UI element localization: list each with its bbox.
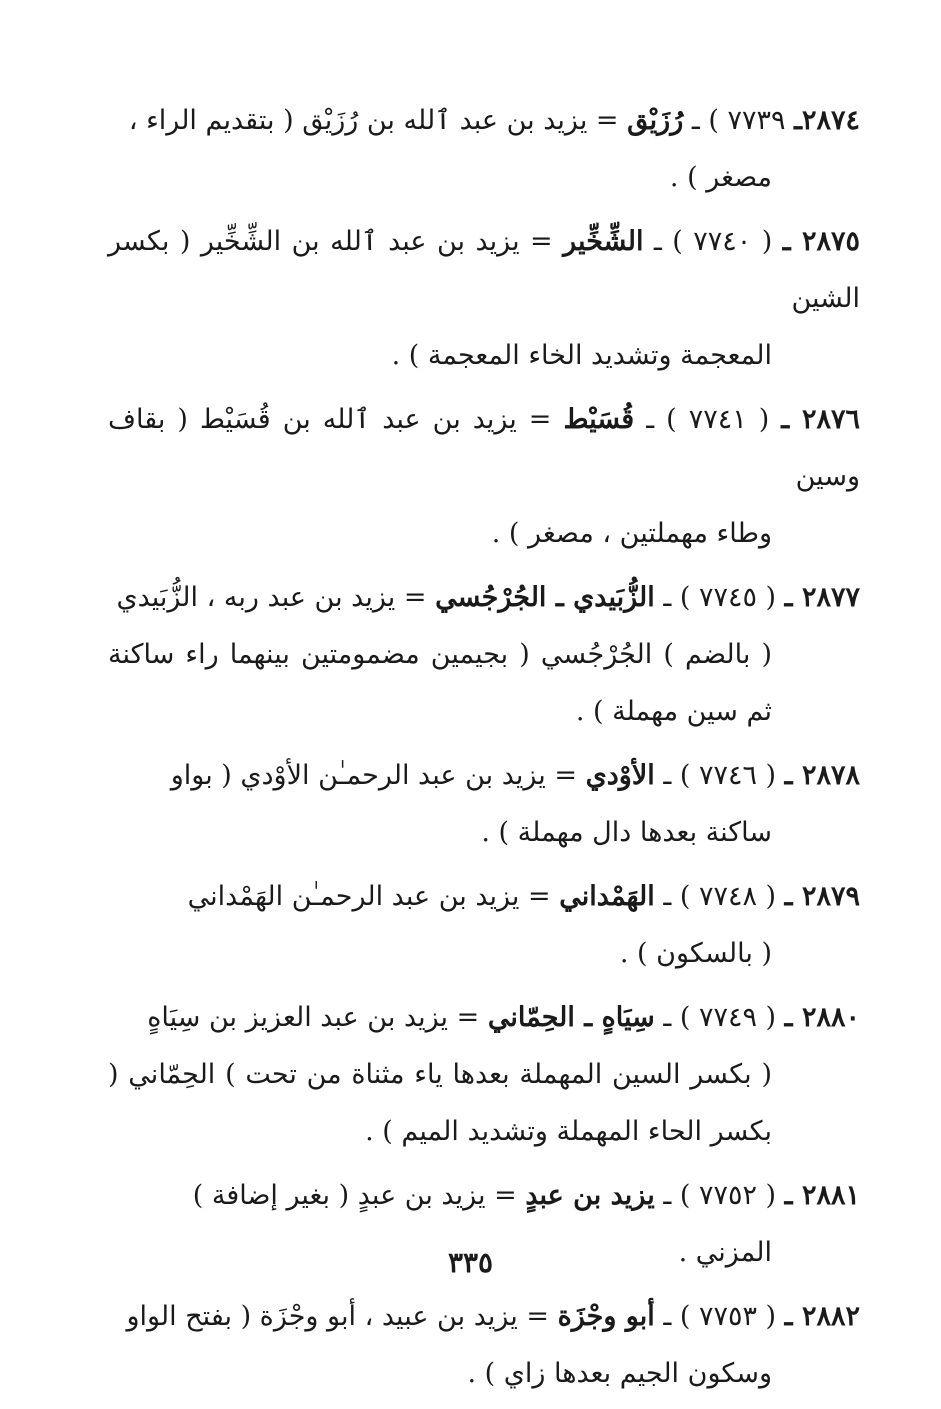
entry-body: = يزيد بن عبد الرحمـٰن الهَمْداني bbox=[187, 881, 551, 912]
entry-continuation: مصغر ) . bbox=[669, 162, 772, 193]
entry-number: ٢٨٧٥ ـ bbox=[782, 226, 860, 257]
entry-title: الشِّخِّير bbox=[563, 226, 644, 257]
entry: ٢٨٧٥ ـ ( ٧٧٤٠ ) ـ الشِّخِّير = يزيد بن عبد ٱلله بن الشِّخِّير ( بكسر الشين المعجمة وتشديد الخاء المعجمة ) . bbox=[108, 213, 860, 384]
entry-ref: ( ٧٧٤٥ ) bbox=[679, 582, 777, 613]
entry: ٢٨٨٢ ـ ( ٧٧٥٣ ) ـ أبو وجْزَة = يزيد بن عبيد ، أبو وجْزَة ( بفتح الواو وسكون الجيم بعدها زاي ) . bbox=[108, 1288, 860, 1402]
entry-title: الزُّبَيدي ـ الجُرْجُسي bbox=[435, 582, 655, 613]
entry-continuation: ( بكسر السين المهملة بعدها ياء مثناة من تحت ) الحِمّاني ( بكسر الحاء المهملة وتشديد الميم ) . bbox=[108, 1059, 772, 1147]
page-number: ٣٣٥ bbox=[447, 1246, 494, 1279]
entry-body: = يزيد بن عبد ٱلله بن رُزَيْق ( بتقديم الراء ، bbox=[128, 105, 619, 136]
entry-number: ٢٨٧٨ ـ bbox=[784, 760, 860, 791]
entry-title: سِيَاهٍ ـ الحِمّاني bbox=[487, 1002, 655, 1033]
entry-ref: ( ٧٧٤٠ ) bbox=[672, 226, 773, 257]
entry-ref: ( ٧٧٤١ ) bbox=[666, 404, 770, 435]
entry-ref: ( ٧٧٤٩ ) bbox=[679, 1002, 777, 1033]
entry-number: ٢٨٧٤ـ bbox=[794, 105, 860, 136]
entry: ٢٨٧٨ ـ ( ٧٧٤٦ ) ـ الأوْدي = يزيد بن عبد الرحمـٰن الأوْدي ( بواو ساكنة بعدها دال مهملة ) . bbox=[108, 747, 860, 861]
entry-continuation: ( بالضم ) الجُرْجُسي ( بجيمين مضمومتين بينهما راء ساكنة ثم سين مهملة ) . bbox=[108, 639, 772, 727]
entry-title: أبو وجْزَة bbox=[557, 1301, 655, 1332]
entry-number: ٢٨٨٢ ـ bbox=[784, 1301, 860, 1332]
page-body bbox=[108, 92, 860, 1409]
entry-continuation: المزني . bbox=[678, 1237, 772, 1268]
entry-body: = يزيد بن عبد ربه ، الزُّبَيدي bbox=[116, 582, 427, 613]
entry-continuation: وطاء مهملتين ، مصغر ) . bbox=[491, 518, 772, 549]
entry: ٢٨٧٩ ـ ( ٧٧٤٨ ) ـ الهَمْداني = يزيد بن عبد الرحمـٰن الهَمْداني ( بالسكون ) . bbox=[108, 868, 860, 982]
entry: ٢٨٧٤ـ ٧٧٣٩ ) ـ رُزَيْق = يزيد بن عبد ٱلله بن رُزَيْق ( بتقديم الراء ، مصغر ) . bbox=[108, 92, 860, 206]
entry-number: ٢٨٧٦ ـ bbox=[781, 404, 860, 435]
entry-body: = يزيد بن عبدٍ ( بغير إضافة ) bbox=[192, 1180, 517, 1211]
entry: ٢٨٨١ ـ ( ٧٧٥٢ ) ـ يزيد بن عبدٍ = يزيد بن عبدٍ ( بغير إضافة ) المزني . bbox=[108, 1167, 860, 1281]
entry-body: = يزيد بن عبيد ، أبو وجْزَة ( بفتح الواو bbox=[126, 1301, 549, 1332]
entry-number: ٢٨٨٠ ـ bbox=[784, 1002, 860, 1033]
entry: ٢٨٨٠ ـ ( ٧٧٤٩ ) ـ سِيَاهٍ ـ الحِمّاني = يزيد بن عبد العزيز بن سِيَاهٍ ( بكسر السين المهملة بعدها ياء مثناة من تحت ) الحِمّاني ( بكسر الحاء المهملة وتشديد الميم ) . bbox=[108, 989, 860, 1160]
entry-title: قُسَيْط bbox=[563, 404, 635, 435]
entry-continuation: وسكون الجيم بعدها زاي ) . bbox=[467, 1358, 772, 1389]
entry-title: الأوْدي bbox=[585, 760, 655, 791]
entry-title: الهَمْداني bbox=[559, 881, 655, 912]
entry-ref: ٧٧٣٩ ) bbox=[708, 105, 786, 136]
entry-number: ٢٨٨١ ـ bbox=[784, 1180, 860, 1211]
entry-continuation: ( بالسكون ) . bbox=[619, 938, 772, 969]
entry: ٢٨٧٧ ـ ( ٧٧٤٥ ) ـ الزُّبَيدي ـ الجُرْجُسي = يزيد بن عبد ربه ، الزُّبَيدي ( بالضم ) الجُرْجُسي ( بجيمين مضمومتين بينهما راء ساكنة ثم سين مهملة ) . bbox=[108, 569, 860, 740]
entry: ٢٨٧٦ ـ ( ٧٧٤١ ) ـ قُسَيْط = يزيد بن عبد ٱلله بن قُسَيْط ( بقاف وسين وطاء مهملتين ، مصغر ) . bbox=[108, 391, 860, 562]
entry-ref: ( ٧٧٤٨ ) bbox=[679, 881, 777, 912]
entry-ref: ( ٧٧٥٢ ) bbox=[679, 1180, 777, 1211]
entry-body: = يزيد بن عبد الرحمـٰن الأوْدي ( بواو bbox=[170, 760, 578, 791]
entry-body: = يزيد بن عبد العزيز بن سِيَاهٍ bbox=[147, 1002, 480, 1033]
entry-ref: ( ٧٧٤٦ ) bbox=[679, 760, 777, 791]
entry-number: ٢٨٧٩ ـ bbox=[784, 881, 860, 912]
entry-continuation: ساكنة بعدها دال مهملة ) . bbox=[481, 817, 772, 848]
entry-body: = يزيد بن عبد ٱلله بن قُسَيْط ( بقاف وسين bbox=[108, 404, 860, 492]
entry-title: يزيد بن عبدٍ bbox=[525, 1180, 655, 1211]
entry-ref: ( ٧٧٥٣ ) bbox=[679, 1301, 777, 1332]
entry-continuation: المعجمة وتشديد الخاء المعجمة ) . bbox=[391, 340, 772, 371]
entry-number: ٢٨٧٧ ـ bbox=[784, 582, 860, 613]
entry-title: رُزَيْق bbox=[627, 105, 684, 136]
entry-body: = يزيد بن عبد ٱلله بن الشِّخِّير ( بكسر الشين bbox=[108, 226, 860, 314]
